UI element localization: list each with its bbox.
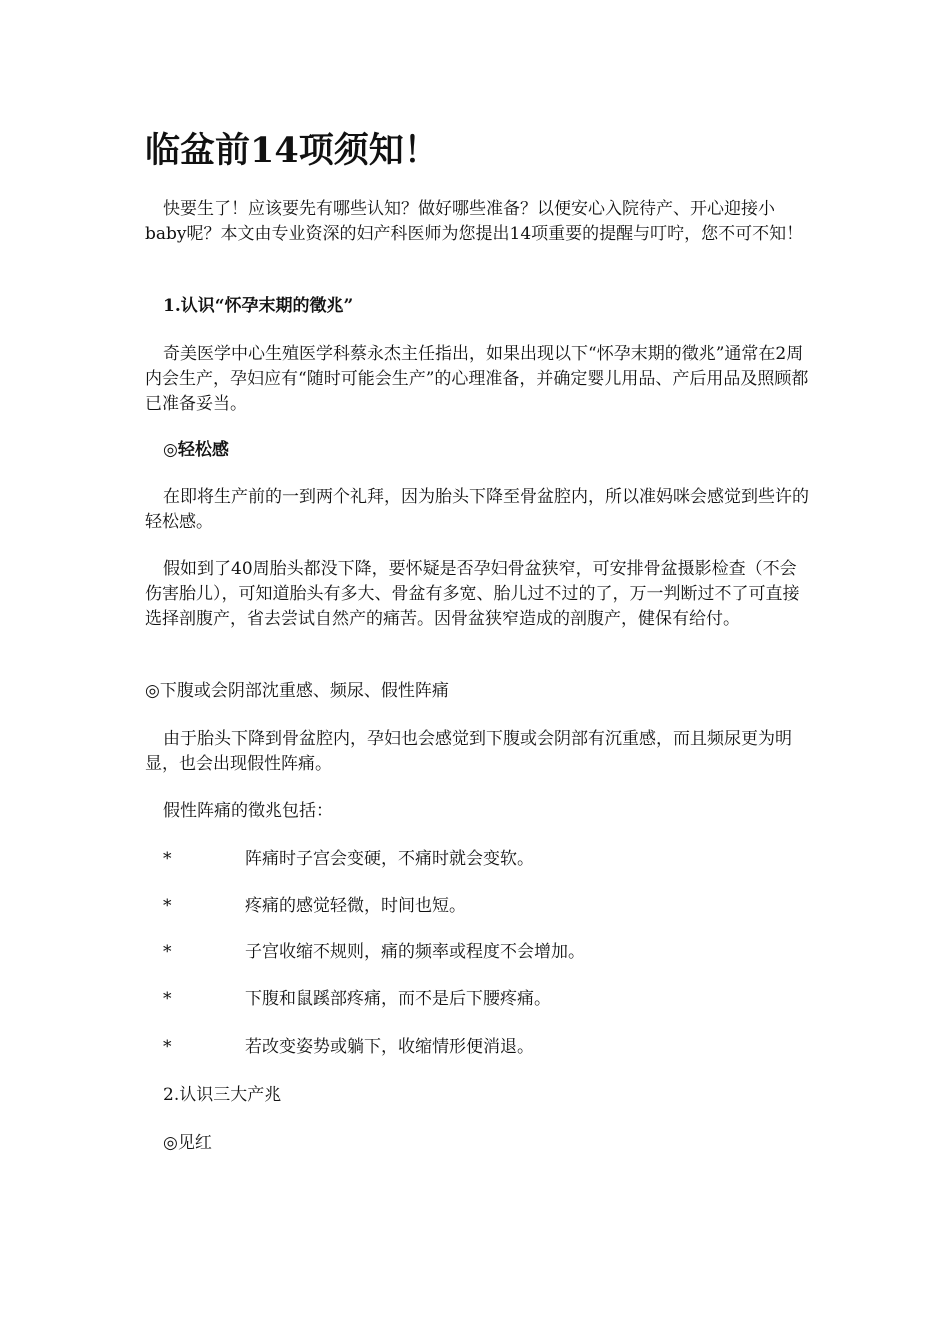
bullet-marker: *	[163, 989, 172, 1009]
section-2-heading: 2.认识三大产兆	[163, 1085, 282, 1105]
section-1-paragraph-2: 在即将生产前的一到两个礼拜，因为胎头下降至骨盆腔内，所以准妈咪会感觉到些许的轻松感。	[145, 487, 809, 532]
bullet-marker: *	[163, 942, 172, 962]
list-item	[163, 847, 534, 872]
list-item-text: 若改变姿势或躺下，收缩情形便消退。	[245, 1037, 534, 1057]
list-item-text: 子宫收缩不规则，痛的频率或程度不会增加。	[245, 942, 585, 962]
section-1-paragraph-5: 假性阵痛的徵兆包括：	[163, 801, 333, 821]
subheading-relief: ◎轻松感	[163, 440, 229, 460]
list-item-text: 下腹和鼠蹊部疼痛，而不是后下腰疼痛。	[245, 989, 551, 1009]
section-1-paragraph-4: 由于胎头下降到骨盆腔内，孕妇也会感觉到下腹或会阴部有沉重感，而且频尿更为明显，也会出现假性阵痛。	[145, 729, 792, 774]
bullet-marker: *	[163, 896, 172, 916]
section-1-paragraph-1: 奇美医学中心生殖医学科蔡永杰主任指出，如果出现以下“怀孕末期的徵兆”通常在2周内会生产，孕妇应有“随时可能会生产”的心理准备，并确定婴儿用品、产后用品及照顾都已准备妥当。	[145, 344, 809, 414]
section-1-paragraph-3: 假如到了40周胎头都没下降，要怀疑是否孕妇骨盆狭窄，可安排骨盆摄影检查（不会伤害胎儿），可知道胎头有多大、骨盆有多宽、胎儿过不过的了，万一判断过不了可直接选择剖腹产，省去尝试自然产的痛苦。因骨盆狭窄造成的剖腹产，健保有给付。	[145, 559, 800, 629]
subheading-show: ◎见红	[163, 1133, 212, 1153]
list-item-text: 阵痛时子宫会变硬，不痛时就会变软。	[245, 849, 534, 869]
subheading-heaviness: ◎下腹或会阴部沈重感、频尿、假性阵痛	[145, 681, 449, 701]
intro-paragraph: 快要生了！应该要先有哪些认知？做好哪些准备？以便安心入院待产、开心迎接小baby呢？本文由专业资深的妇产科医师为您提出14项重要的提醒与叮咛，您不可不知！	[145, 199, 804, 244]
bullet-marker: *	[163, 849, 172, 869]
bullet-marker: *	[163, 1037, 172, 1057]
list-item	[163, 940, 585, 965]
list-item	[163, 1035, 534, 1060]
list-item	[163, 894, 466, 919]
document-title: 临盆前14项须知！	[145, 130, 439, 171]
section-1-heading: 1.认识“怀孕末期的徵兆”	[163, 296, 354, 316]
list-item	[163, 987, 551, 1012]
list-item-text: 疼痛的感觉轻微，时间也短。	[245, 896, 466, 916]
